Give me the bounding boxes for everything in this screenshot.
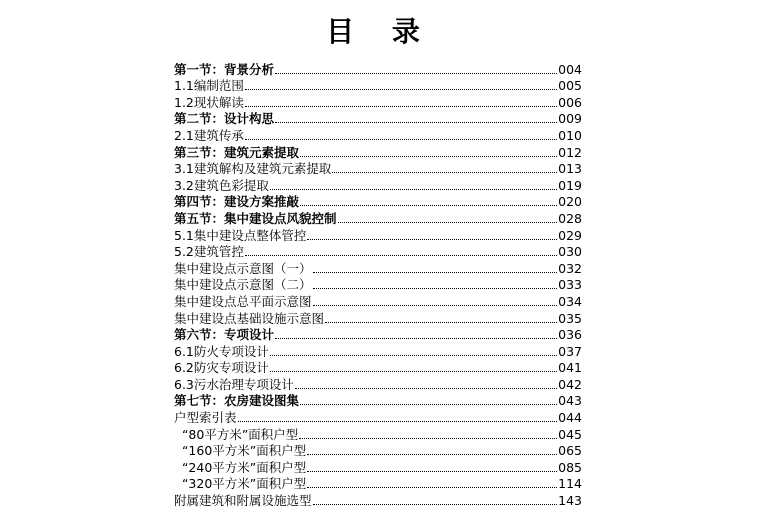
dot-leader xyxy=(238,420,558,422)
toc-entry xyxy=(174,343,582,360)
toc-entry-label: “320平方米”面积户型 xyxy=(174,476,307,492)
dot-leader xyxy=(275,337,557,339)
toc-entry xyxy=(174,476,582,493)
dot-leader xyxy=(270,188,557,190)
toc-page-number: 085 xyxy=(558,459,582,475)
dot-leader xyxy=(338,221,558,223)
toc-page-number: 029 xyxy=(558,227,582,243)
toc-entry xyxy=(174,227,582,244)
toc-page-number: 045 xyxy=(558,426,582,442)
toc-entry-label: 集中建设点示意图（一） xyxy=(174,260,312,276)
toc-entry xyxy=(174,426,582,443)
toc-page-number: 030 xyxy=(558,244,582,260)
toc-page-number: 005 xyxy=(558,78,582,94)
toc-section-heading xyxy=(174,327,582,344)
toc-page-number: 013 xyxy=(558,161,582,177)
toc-page-number: 065 xyxy=(558,443,582,459)
toc-page-number: 019 xyxy=(558,177,582,193)
toc-entry-label: 集中建设点基础设施示意图 xyxy=(174,310,325,326)
toc-entry xyxy=(174,260,582,277)
toc-page-number: 035 xyxy=(558,310,582,326)
toc-page-number: 032 xyxy=(558,260,582,276)
toc-entry-label: “240平方米”面积户型 xyxy=(174,459,307,475)
toc-entry-label: 6.3污水治理专项设计 xyxy=(174,376,294,392)
toc-entry-label: “80平方米”面积户型 xyxy=(174,426,299,442)
page-title: 目 录 xyxy=(326,15,434,48)
toc-section-heading xyxy=(174,194,582,211)
toc-entry xyxy=(174,459,582,476)
toc-entry-label: 6.1防火专项设计 xyxy=(174,343,269,359)
toc-entry-label: 5.1集中建设点整体管控 xyxy=(174,227,307,243)
toc-entry-label: 第七节：农房建设图集 xyxy=(174,393,300,409)
dot-leader xyxy=(299,437,557,439)
toc-page-number: 036 xyxy=(558,327,582,343)
dot-leader xyxy=(270,354,557,356)
toc-section-heading xyxy=(174,210,582,227)
dot-leader xyxy=(245,254,557,256)
dot-leader xyxy=(307,238,557,240)
toc-entry-label: 6.2防灾专项设计 xyxy=(174,360,269,376)
dot-leader xyxy=(307,453,557,455)
toc-page-number: 042 xyxy=(558,376,582,392)
toc-entry xyxy=(174,177,582,194)
toc-entry-label: 2.1建筑传承 xyxy=(174,127,244,143)
toc-entry-label: 1.2现状解读 xyxy=(174,94,244,110)
dot-leader xyxy=(245,88,557,90)
toc-entry-label: 第二节：设计构思 xyxy=(174,111,275,127)
toc-entry-label: 附属建筑和附属设施选型 xyxy=(174,493,312,509)
toc-entry xyxy=(174,78,582,95)
toc-page-number: 044 xyxy=(558,410,582,426)
toc-page-number: 114 xyxy=(558,476,582,492)
dot-leader xyxy=(300,204,557,206)
toc-page-number: 037 xyxy=(558,343,582,359)
toc-entry xyxy=(174,293,582,310)
dot-leader xyxy=(325,321,557,323)
toc-entry xyxy=(174,360,582,377)
dot-leader xyxy=(245,105,557,107)
toc-page-number: 012 xyxy=(558,144,582,160)
toc-entry-label: 第五节：集中建设点风貌控制 xyxy=(174,210,337,226)
dot-leader xyxy=(245,138,557,140)
dot-leader xyxy=(307,486,557,488)
dot-leader xyxy=(332,171,557,173)
dot-leader xyxy=(313,503,558,505)
dot-leader xyxy=(313,304,558,306)
toc-entry xyxy=(174,376,582,393)
dot-leader xyxy=(300,403,557,405)
toc-entry-label: 3.1建筑解构及建筑元素提取 xyxy=(174,161,332,177)
dot-leader xyxy=(270,370,557,372)
toc-page-number: 020 xyxy=(558,194,582,210)
toc-section-heading xyxy=(174,61,582,78)
toc-entry xyxy=(174,310,582,327)
toc-entry xyxy=(174,127,582,144)
toc-entry-label: 集中建设点总平面示意图 xyxy=(174,293,312,309)
toc-entry-label: 第三节：建筑元素提取 xyxy=(174,144,300,160)
dot-leader xyxy=(307,470,557,472)
dot-leader xyxy=(295,387,557,389)
toc-page-number: 033 xyxy=(558,277,582,293)
toc-page-number: 143 xyxy=(558,493,582,509)
toc-entry-label: 户型索引表 xyxy=(174,410,237,426)
toc-page-number: 041 xyxy=(558,360,582,376)
toc-entry-label: 集中建设点示意图（二） xyxy=(174,277,312,293)
toc-section-heading xyxy=(174,144,582,161)
dot-leader xyxy=(313,287,558,289)
toc-page-number: 043 xyxy=(558,393,582,409)
toc-page-number: 006 xyxy=(558,94,582,110)
toc-page-number: 028 xyxy=(558,210,582,226)
table-of-contents xyxy=(174,61,582,509)
toc-entry xyxy=(174,94,582,111)
toc-section-heading xyxy=(174,111,582,128)
toc-page-number: 010 xyxy=(558,127,582,143)
toc-entry-label: 5.2建筑管控 xyxy=(174,244,244,260)
dot-leader xyxy=(275,121,557,123)
toc-entry-label: 第四节：建设方案推敲 xyxy=(174,194,300,210)
toc-entry-label: “160平方米”面积户型 xyxy=(174,443,307,459)
toc-entry-label: 3.2建筑色彩提取 xyxy=(174,177,269,193)
toc-page-number: 009 xyxy=(558,111,582,127)
toc-entry xyxy=(174,277,582,294)
toc-entry-label: 第六节：专项设计 xyxy=(174,327,275,343)
dot-leader xyxy=(313,271,558,273)
toc-entry xyxy=(174,492,582,509)
toc-entry-label: 第一节：背景分析 xyxy=(174,61,275,77)
toc-entry-label: 1.1编制范围 xyxy=(174,78,244,94)
dot-leader xyxy=(275,72,557,74)
toc-page-number: 034 xyxy=(558,293,582,309)
toc-section-heading xyxy=(174,393,582,410)
toc-entry xyxy=(174,409,582,426)
toc-entry xyxy=(174,161,582,178)
dot-leader xyxy=(300,155,557,157)
toc-page-number: 004 xyxy=(558,61,582,77)
toc-entry xyxy=(174,443,582,460)
toc-entry xyxy=(174,244,582,261)
